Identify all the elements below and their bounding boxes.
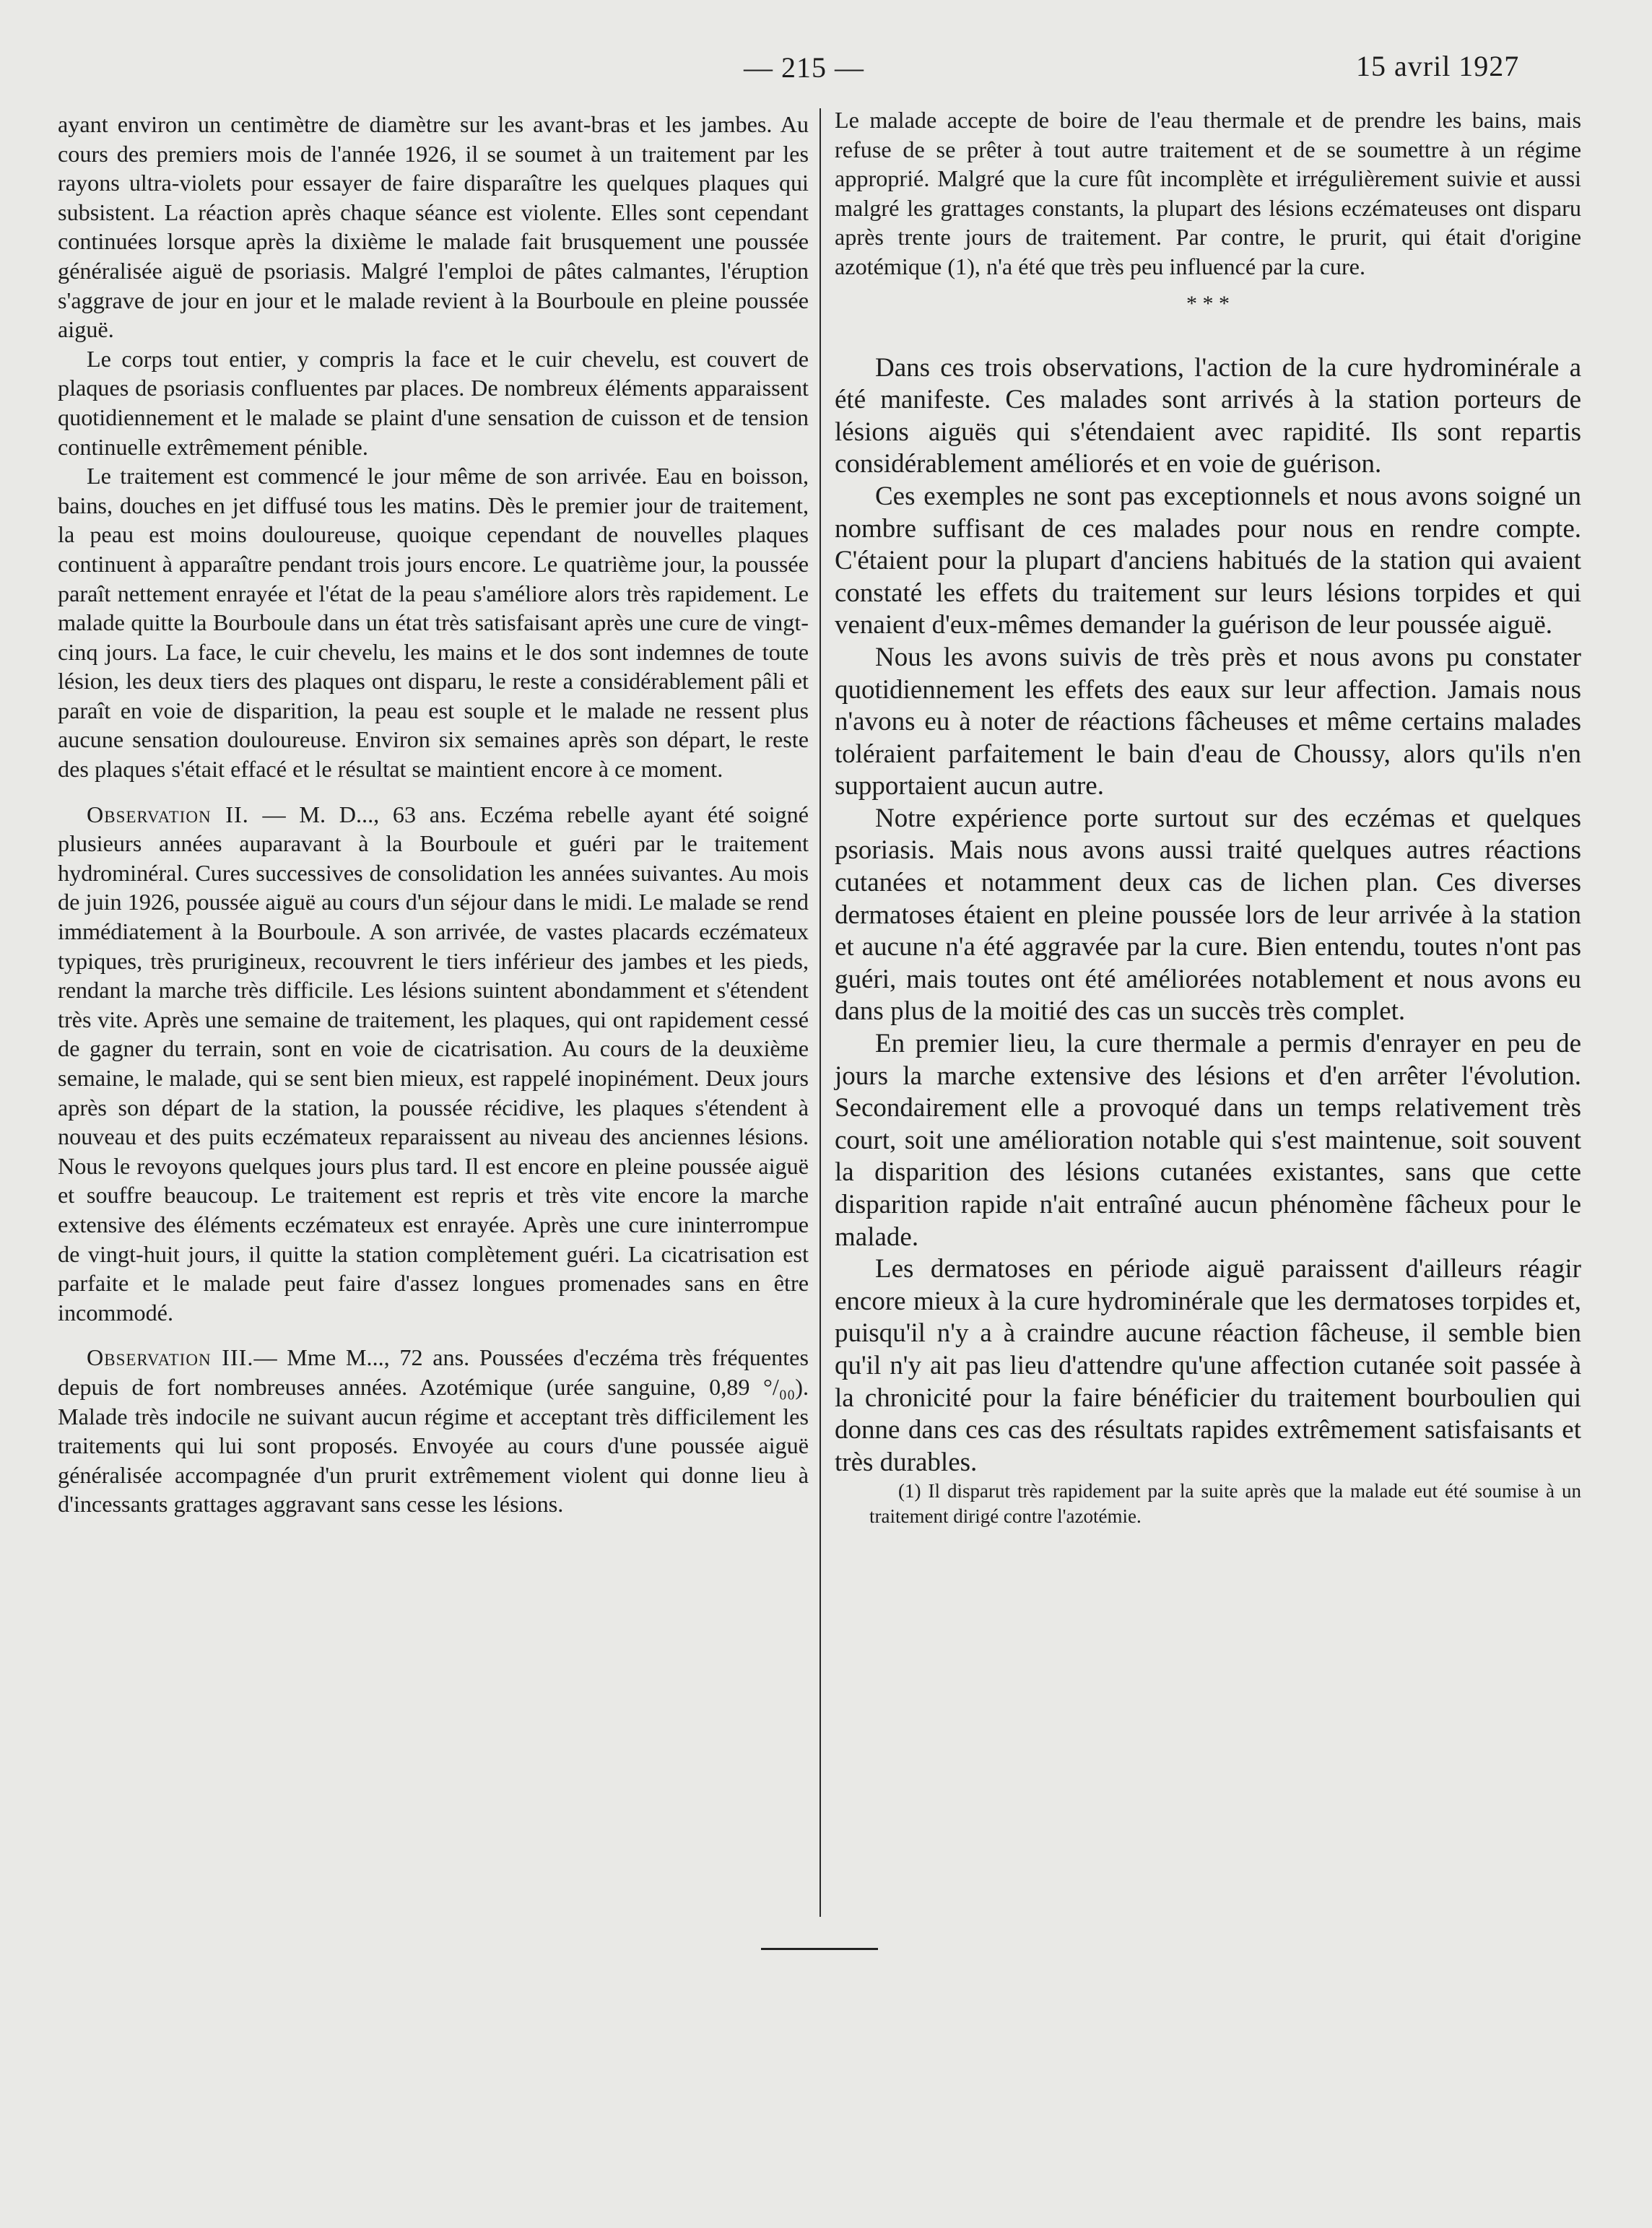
observation-2 bbox=[58, 800, 809, 1328]
right-paragraph-5: Notre expérience porte surtout sur des eczémas et quelques psoriasis. Mais nous avons aussi traité quelques autres réactions cutanées et notamment deux cas de lichen plan. Ces diverses dermatoses étaient en pleine poussée lors de leur arrivée à la station et aucune n'a été aggravée par la cure. Bien entendu, toutes n'ont pas guéri, mais toutes ont été améliorées notablement et nous avons eu dans plus de la moitié des cas un succès très complet. bbox=[835, 803, 1581, 1027]
observation-3-label: Observation III. bbox=[87, 1344, 254, 1371]
observation-2-text: — M. D..., 63 ans. Eczéma rebelle ayant été soigné plusieurs années auparavant à la Bourboule et guéri par le traitement hydrominéral. Cures successives de consolidation les années suivantes. Au mois de juin 1926, poussée aiguë au cours d'un séjour dans le midi. Le malade se rend immédiatement à la Bourboule. A son arrivée, de vastes placards eczémateux typiques, très prurigineux, recouvrent le tiers inférieur des jambes et les pieds, rendant la marche très difficile. Les lésions suintent abondamment et s'étendent très vite. Après une semaine de traitement, les plaques, qui ont rapidement cessé de gagner du terrain, sont en voie de cicatrisation. Au cours de la deuxième semaine, le malade, qui se sent bien mieux, est rappelé inopinément. Deux jours après son départ de la station, la poussée récidive, les plaques s'étendent à nouveau et des puits eczémateux reparaissent au niveau des anciennes lésions. Nous le revoyons quelques jours plus tard. Il est encore en pleine poussée aiguë et souffre beaucoup. Le traitement est repris et très vite encore la marche extensive des éléments eczémateux est enrayée. Après une cure ininterrompue de vingt-huit jours, il quitte la station complètement guéri. La cicatrisation est parfaite et le malade peut faire d'assez longues promenades sans en être incommodé. bbox=[58, 801, 809, 1326]
observation-3 bbox=[58, 1343, 809, 1519]
section-dinkus: * * * bbox=[1186, 291, 1230, 316]
right-column bbox=[835, 105, 1581, 1529]
footnote: (1) Il disparut très rapidement par la suite après que la malade eut été soumise à un traitement dirigé contre l'azotémie. bbox=[869, 1480, 1581, 1528]
right-paragraph-6: En premier lieu, la cure thermale a permis d'enrayer en peu de jours la marche extensive des lésions et d'en arrêter l'évolution. Secondairement elle a provoqué dans un temps relativement très court, soit une amélioration notable qui s'est maintenue, soit souvent la disparition des lésions cutanées existantes, sans que cette disparition rapide n'ait entraîné aucun phénomène fâcheux pour le malade. bbox=[835, 1029, 1581, 1252]
observation-2-label: Observation II. bbox=[87, 801, 249, 827]
right-paragraph-3: Ces exemples ne sont pas exceptionnels et nous avons soigné un nombre suffisant de ces malades pour nous en rendre compte. C'étaient pour la plupart d'anciens habitués de la station qui avaient constaté les effets du traitement sur leurs lésions torpides et qui venaient d'eux-mêmes demander la guérison de leur poussée aiguë. bbox=[835, 481, 1581, 640]
issue-date: 15 avril 1927 bbox=[1356, 50, 1520, 82]
right-paragraph-2: Dans ces trois observations, l'action de la cure hydrominérale a été manifeste. Ces malades sont arrivés à la station porteurs de lésions aiguës qui s'étendaient avec rapidité. Ils sont repartis considérablement améliorés et en voie de guérison. bbox=[835, 352, 1581, 479]
right-paragraph-4: Nous les avons suivis de très près et nous avons pu constater quotidiennement les effets des eaux sur leur affection. Jamais nous n'avons eu à noter de réactions fâcheuses et même certains malades toléraient parfaitement le bain d'eau de Choussy, alors qu'ils n'en supportaient aucun autre. bbox=[835, 642, 1581, 801]
right-paragraph-7: Les dermatoses en période aiguë paraissent d'ailleurs réagir encore mieux à la cure hydrominérale que les dermatoses torpides et, puisqu'il n'y a à craindre aucune réaction fâcheuse, il semble bien qu'il n'y ait pas lieu d'attendre qu'une affection cutanée soit passée à la chronicité pour la faire bénéficier du traitement bourboulien qui donne dans ces cas des résultats rapides extrêmement satisfaisants et très durables. bbox=[835, 1254, 1581, 1477]
left-paragraph-3: Le traitement est commencé le jour même de son arrivée. Eau en boisson, bains, douches en jet diffusé tous les matins. Dès le premier jour de traitement, la peau est moins douloureuse, quoique cependant de nouvelles plaques continuent à apparaître pendant trois jours encore. Le quatrième jour, la poussée paraît nettement enrayée et l'état de la peau s'améliore alors très rapidement. Le malade quitte la Bourboule dans un état très satisfaisant après une cure de vingt-cinq jours. La face, le cuir chevelu, les mains et le dos sont indemnes de toute lésion, les deux tiers des plaques ont disparu, le reste a considérablement pâli et paraît en voie de disparition, la peau est souple et le malade ne ressent plus aucune sensation douloureuse. Environ six semaines après son départ, le reste des plaques s'était effacé et le résultat se maintient encore à ce moment. bbox=[58, 463, 809, 783]
page-number: — 215 — bbox=[744, 51, 864, 84]
column-divider bbox=[820, 108, 821, 1917]
left-paragraph-1: ayant environ un centimètre de diamètre sur les avant-bras et les jambes. Au cours des premiers mois de l'année 1926, il se soumet à un traitement par les rayons ultra-violets pour essayer de faire disparaître les quelques plaques qui subsistent. La réaction après chaque séance est violente. Elles sont cependant continuées lorsque après la dixième le malade fait brusquement une poussée généralisée aiguë de psoriasis. Malgré l'emploi de pâtes calmantes, l'éruption s'aggrave de jour en jour et le malade revient à la Bourboule en pleine poussée aiguë. bbox=[58, 111, 809, 343]
bottom-rule bbox=[761, 1948, 878, 1950]
observation-3-text: — Mme M..., 72 ans. Poussées d'eczéma très fréquentes depuis de fort nombreuses années. Azotémique (urée sanguine, 0,89 °/₀₀). Malade très indocile ne suivant aucun régime et acceptant très difficilement les traitements qui lui sont proposés. Envoyée au cours d'une poussée aiguë généralisée accompagnée d'un prurit extrêmement violent qui donne lieu à d'incessants grattages aggravant sans cesse les lésions. bbox=[58, 1344, 809, 1518]
right-paragraph-1: Le malade accepte de boire de l'eau thermale et de prendre les bains, mais refuse de se prêter à tout autre traitement et de se soumettre à un régime approprié. Malgré que la cure fût incomplète et irrégulièrement suivie et aussi malgré les grattages constants, la plupart des lésions eczémateuses ont disparu après trente jours de traitement. Par contre, le prurit, qui était d'origine azotémique (1), n'a été que très peu influencé par la cure. bbox=[835, 107, 1581, 279]
left-column bbox=[58, 110, 809, 1519]
left-paragraph-2: Le corps tout entier, y compris la face et le cuir chevelu, est couvert de plaques de psoriasis confluentes par places. De nombreux éléments apparaissent quotidiennement et le malade se plaint d'une sensation de cuisson et de tension continuelle extrêmement pénible. bbox=[58, 345, 809, 460]
